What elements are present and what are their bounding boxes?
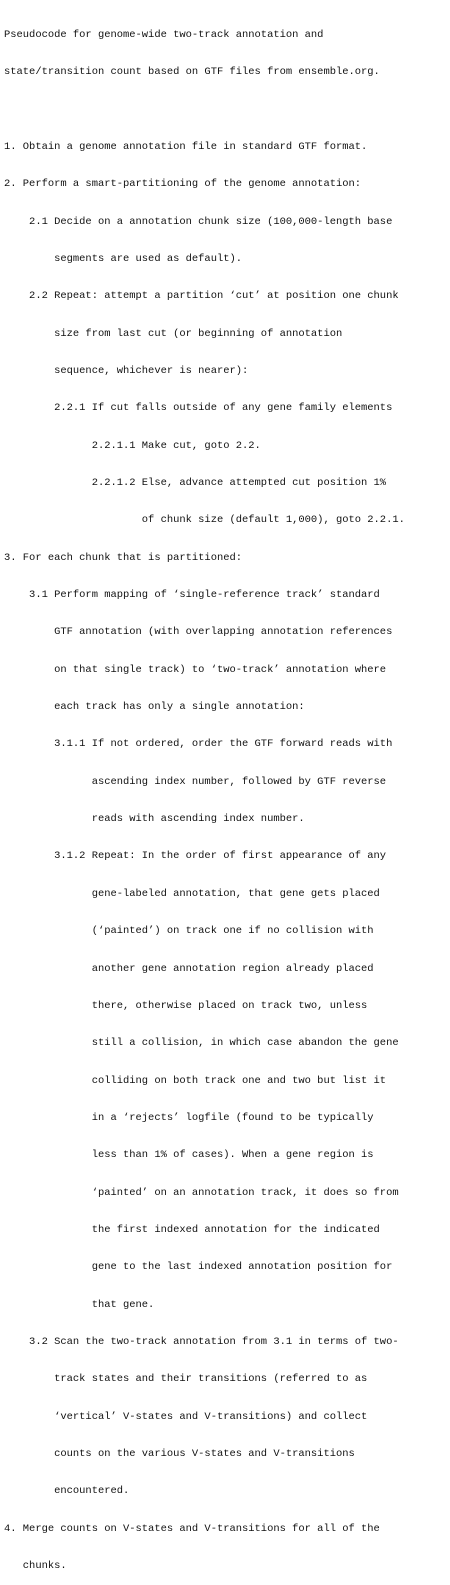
step-2-2-1-1: 2.2.1.1 Make cut, goto 2.2. — [4, 439, 261, 452]
step-3-1-2-cont: gene to the last indexed annotation position for — [4, 1261, 393, 1274]
step-3-1-2-cont: that gene. — [4, 1298, 155, 1311]
doc-line-title-2: state/transition count based on GTF files from ensemble.org. — [4, 66, 380, 79]
step-3-1-1-cont: ascending index number, followed by GTF reverse — [4, 775, 387, 788]
step-2-2-1-2: 2.2.1.2 Else, advance attempted cut position 1% — [4, 477, 387, 490]
step-3-1-2-cont: in a ‘rejects’ logfile (found to be typically — [4, 1111, 374, 1124]
step-2-2-1: 2.2.1 If cut falls outside of any gene family elements — [4, 402, 393, 415]
step-3-1-2-cont: ‘painted’ on an annotation track, it does so from — [4, 1186, 399, 1199]
step-3-1-1: 3.1.1 If not ordered, order the GTF forward reads with — [4, 738, 393, 751]
step-4: 4. Merge counts on V-states and V-transitions for all of the — [4, 1522, 380, 1535]
doc-line-blank — [4, 104, 450, 116]
step-3-2-cont: encountered. — [4, 1485, 130, 1498]
step-2-2: 2.2 Repeat: attempt a partition ‘cut’ at position one chunk — [4, 290, 399, 303]
step-2-2-1-2-cont: of chunk size (default 1,000), goto 2.2.1. — [4, 514, 405, 527]
step-3-1-2-cont: the first indexed annotation for the indicated — [4, 1223, 380, 1236]
doc-line-title-1: Pseudocode for genome-wide two-track annotation and — [4, 28, 324, 41]
step-3-1-2-cont: there, otherwise placed on track two, unless — [4, 999, 368, 1012]
step-3-1-1-cont: reads with ascending index number. — [4, 813, 305, 826]
step-3-1: 3.1 Perform mapping of ‘single-reference track’ standard — [4, 589, 380, 602]
step-3-1-2-cont: colliding on both track one and two but list it — [4, 1074, 387, 1087]
step-3-2-cont: track states and their transitions (referred to as — [4, 1373, 368, 1386]
step-3-1-cont: each track has only a single annotation: — [4, 701, 305, 714]
step-3-1-2-cont: another gene annotation region already placed — [4, 962, 374, 975]
step-3-1-2-cont: gene-labeled annotation, that gene gets placed — [4, 887, 380, 900]
step-3-1-2-cont: still a collision, in which case abandon the gene — [4, 1037, 399, 1050]
step-3-1-cont: on that single track) to ‘two-track’ annotation where — [4, 663, 387, 676]
step-2-2-cont: size from last cut (or beginning of annotation — [4, 327, 343, 340]
step-2-1-cont: segments are used as default). — [4, 252, 243, 265]
step-3-1-2-cont: less than 1% of cases). When a gene region is — [4, 1149, 374, 1162]
step-3: 3. For each chunk that is partitioned: — [4, 551, 243, 564]
step-3-1-2: 3.1.2 Repeat: In the order of first appearance of any — [4, 850, 387, 863]
step-3-2-cont: ‘vertical’ V-states and V-transitions) and collect — [4, 1410, 368, 1423]
step-1: 1. Obtain a genome annotation file in standard GTF format. — [4, 140, 368, 153]
step-3-2: 3.2 Scan the two-track annotation from 3.1 in terms of two- — [4, 1335, 399, 1348]
step-3-1-cont: GTF annotation (with overlapping annotation references — [4, 626, 393, 639]
step-3-1-2-cont: (‘painted’) on track one if no collision with — [4, 925, 374, 938]
step-2-1: 2.1 Decide on a annotation chunk size (100,000-length base — [4, 215, 393, 228]
step-2-2-cont: sequence, whichever is nearer): — [4, 365, 249, 377]
step-4-cont: chunks. — [4, 1560, 67, 1572]
step-2: 2. Perform a smart-partitioning of the genome annotation: — [4, 178, 362, 191]
pseudocode-document — [4, 4, 450, 1585]
step-3-2-cont: counts on the various V-states and V-transitions — [4, 1447, 355, 1460]
